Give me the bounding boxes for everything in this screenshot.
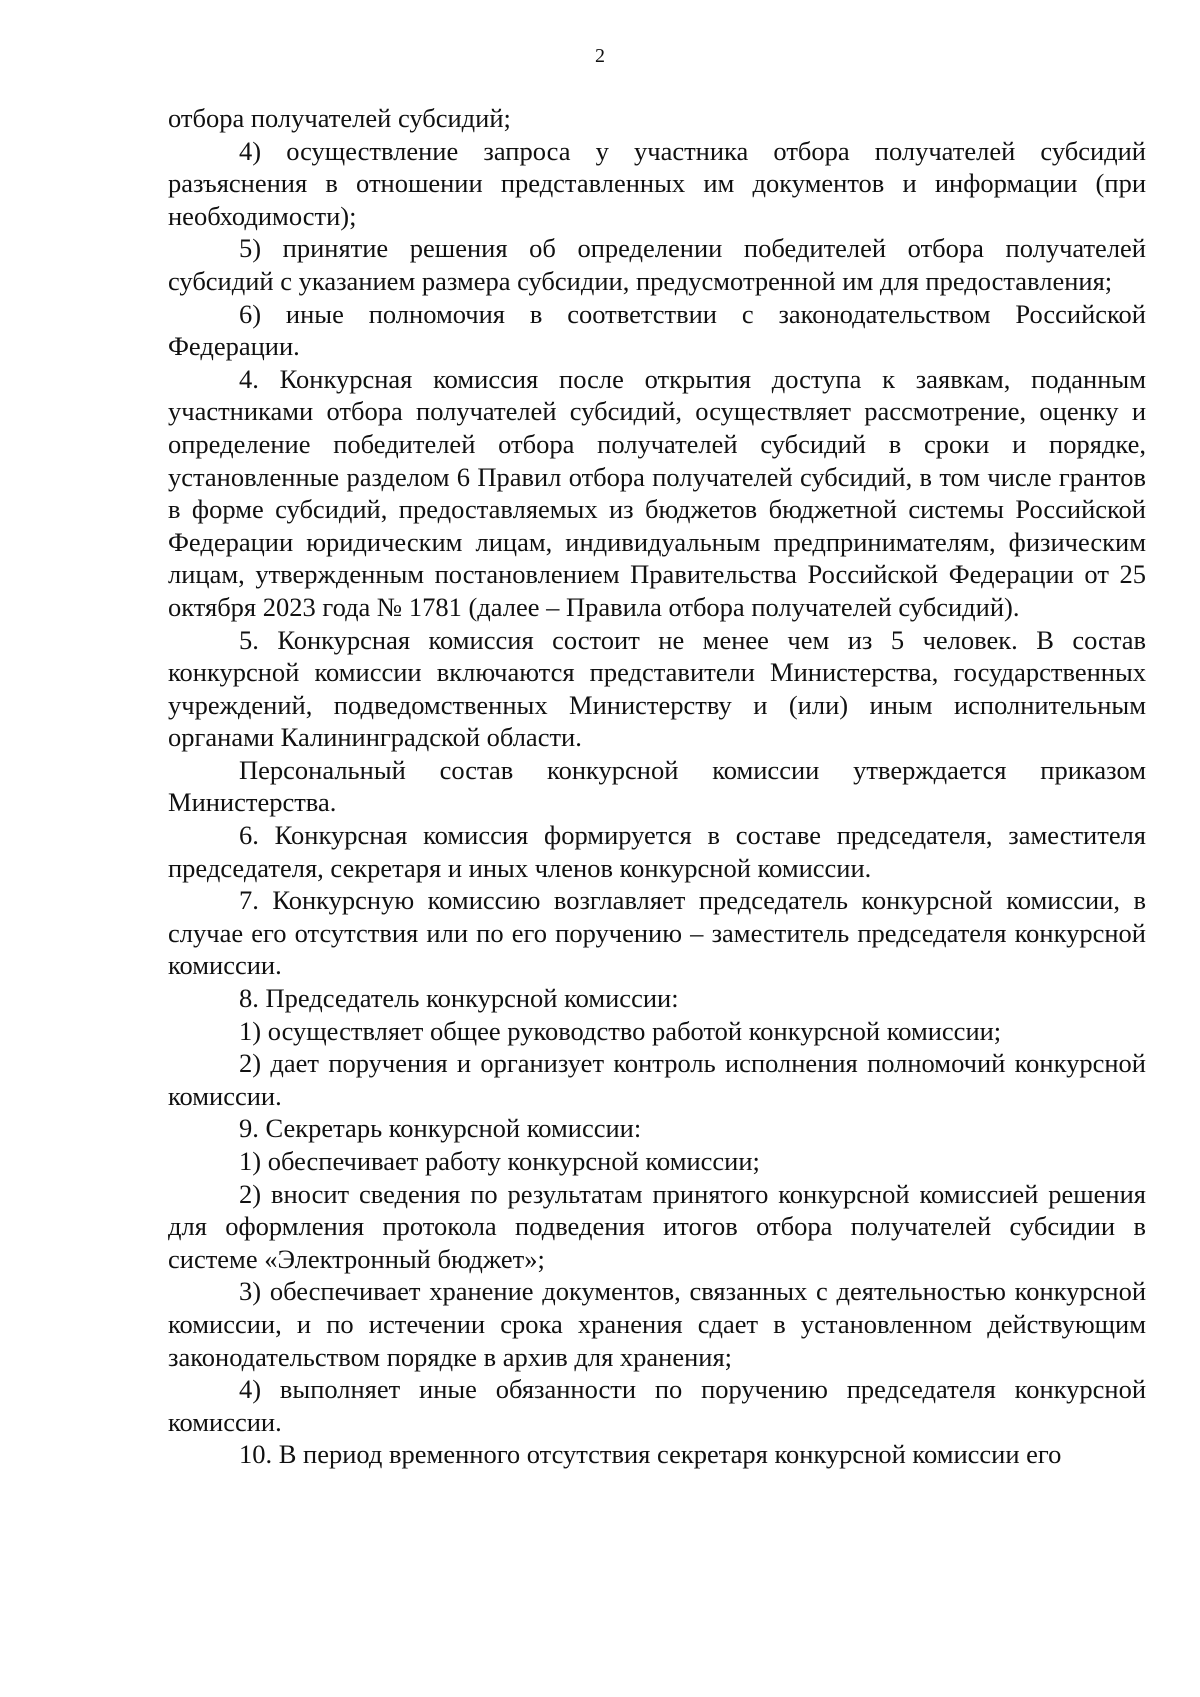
paragraph: 4) выполняет иные обязанности по поручению председателя конкурсной комиссии. xyxy=(168,1374,1146,1437)
page-number: 2 xyxy=(595,45,605,67)
paragraph: 6. Конкурсная комиссия формируется в составе председателя, заместителя председателя, секретаря и иных членов конкурсной комиссии. xyxy=(168,820,1146,883)
paragraph: 6) иные полномочия в соответствии с законодательством Российской Федерации. xyxy=(168,298,1146,362)
paragraph: 2) дает поручения и организует контроль исполнения полномочий конкурсной комиссии. xyxy=(168,1048,1146,1111)
paragraph: 4. Конкурсная комиссия после открытия доступа к заявкам, поданным участниками отбора получателей субсидий, осуществляет рассмотрение, оценку и определение победителей отбора получателей субсидий в сроки и порядке, установленные разделом 6 Правил отбора получателей субсидий, в том числе грантов в форме субсидий, предоставляемых из бюджетов бюджетной системы Российской Федерации юридическим лицам, индивидуальным предпринимателям, физическим лицам, утвержденным постановлением Правительства Российской Федерации от 25 октября 2023 года № 1781 (далее – Правила отбора получателей субсидий). xyxy=(168,363,1146,622)
paragraph: 4) осуществление запроса у участника отбора получателей субсидий разъяснения в отношении представленных им документов и информации (при необходимости); xyxy=(168,135,1146,231)
paragraph: 3) обеспечивает хранение документов, связанных с деятельностью конкурсной комиссии, и по истечении срока хранения сдает в установленном действующим законодательством порядке в архив для хранения; xyxy=(168,1276,1146,1372)
paragraph: 7. Конкурсную комиссию возглавляет председатель конкурсной комиссии, в случае его отсутствия или по его поручению – заместитель председателя конкурсной комиссии. xyxy=(168,885,1146,981)
paragraph: 1) осуществляет общее руководство работой конкурсной комиссии; xyxy=(239,1015,1002,1046)
paragraph: 10. В период временного отсутствия секретаря конкурсной комиссии его xyxy=(239,1439,1062,1470)
paragraph: 5. Конкурсная комиссия состоит не менее чем из 5 человек. В состав конкурсной комиссии включаются представители Министерства, государственных учреждений, подведомственных Министерству и (или) иным исполнительным органами Калининградской области. xyxy=(168,624,1146,753)
paragraph: Персональный состав конкурсной комиссии утверждается приказом Министерства. xyxy=(168,754,1146,818)
paragraph: 8. Председатель конкурсной комиссии: xyxy=(239,983,679,1014)
paragraph: отбора получателей субсидий; xyxy=(168,103,511,133)
paragraph: 5) принятие решения об определении победителей отбора получателей субсидий с указанием размера субсидии, предусмотренной им для предоставления; xyxy=(168,233,1146,296)
document-body xyxy=(168,102,1146,1471)
paragraph: 1) обеспечивает работу конкурсной комиссии; xyxy=(239,1146,760,1176)
paragraph: 2) вносит сведения по результатам принятого конкурсной комиссией решения для оформления протокола подведения итогов отбора получателей субсидии в системе «Электронный бюджет»; xyxy=(168,1178,1146,1274)
paragraph: 9. Секретарь конкурсной комиссии: xyxy=(239,1113,642,1144)
